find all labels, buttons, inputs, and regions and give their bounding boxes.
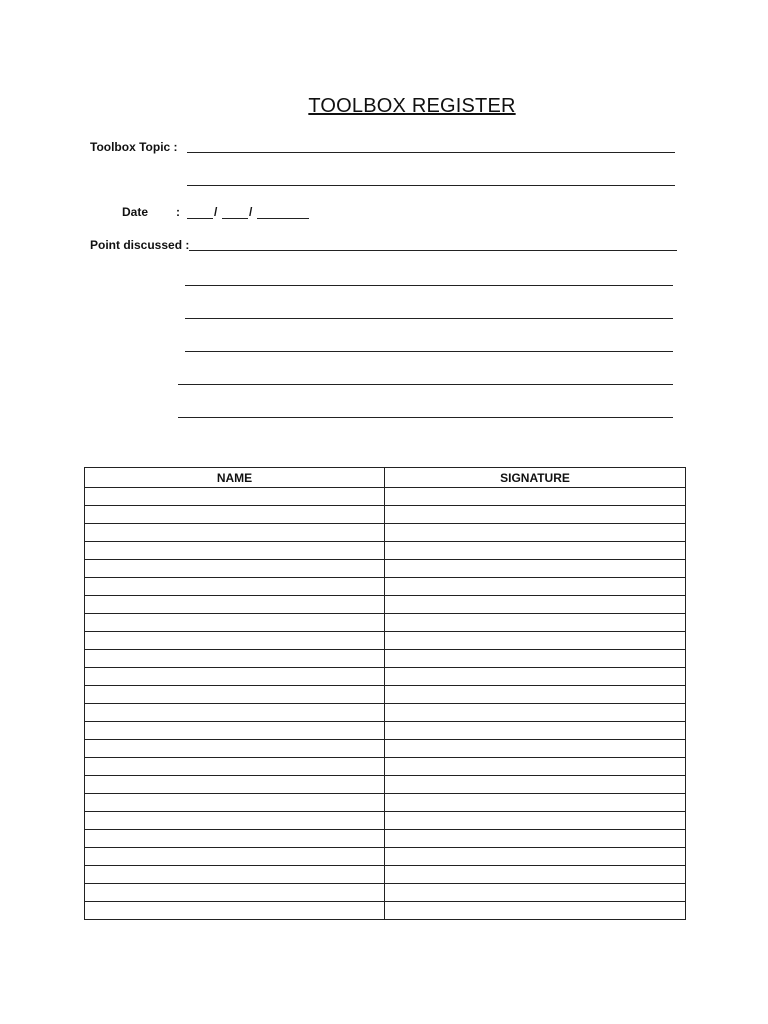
- point-discussed-line-2[interactable]: [185, 285, 673, 286]
- signature-cell[interactable]: [385, 668, 686, 686]
- name-cell[interactable]: [85, 704, 385, 722]
- name-cell[interactable]: [85, 740, 385, 758]
- name-cell[interactable]: [85, 650, 385, 668]
- name-cell[interactable]: [85, 614, 385, 632]
- signature-cell[interactable]: [385, 902, 686, 920]
- table-row: [85, 506, 686, 524]
- table-row: [85, 884, 686, 902]
- toolbox-topic-line-1[interactable]: [187, 152, 675, 153]
- name-cell[interactable]: [85, 668, 385, 686]
- table-row: [85, 596, 686, 614]
- date-year-line[interactable]: [257, 218, 309, 219]
- date-colon: :: [176, 205, 180, 219]
- table-row: [85, 488, 686, 506]
- table-row: [85, 686, 686, 704]
- signature-column-header: SIGNATURE: [385, 468, 686, 488]
- signature-cell[interactable]: [385, 866, 686, 884]
- signature-cell[interactable]: [385, 758, 686, 776]
- signature-cell[interactable]: [385, 830, 686, 848]
- signature-cell[interactable]: [385, 686, 686, 704]
- date-label: Date: [122, 205, 149, 219]
- signature-cell[interactable]: [385, 560, 686, 578]
- name-cell[interactable]: [85, 506, 385, 524]
- name-cell[interactable]: [85, 812, 385, 830]
- table-row: [85, 668, 686, 686]
- table-row: [85, 542, 686, 560]
- name-cell[interactable]: [85, 794, 385, 812]
- table-row: [85, 614, 686, 632]
- signature-cell[interactable]: [385, 632, 686, 650]
- name-cell[interactable]: [85, 758, 385, 776]
- signature-cell[interactable]: [385, 704, 686, 722]
- name-cell[interactable]: [85, 776, 385, 794]
- name-cell[interactable]: [85, 560, 385, 578]
- name-cell[interactable]: [85, 830, 385, 848]
- signature-cell[interactable]: [385, 848, 686, 866]
- name-cell[interactable]: [85, 902, 385, 920]
- table-row: [85, 758, 686, 776]
- date-day-line[interactable]: [187, 218, 213, 219]
- name-cell[interactable]: [85, 542, 385, 560]
- table-row: [85, 650, 686, 668]
- name-cell[interactable]: [85, 848, 385, 866]
- table-row: [85, 776, 686, 794]
- date-month-line[interactable]: [222, 218, 248, 219]
- name-column-header: NAME: [85, 468, 385, 488]
- toolbox-topic-line-2[interactable]: [187, 185, 675, 186]
- point-discussed-line-5[interactable]: [178, 384, 673, 385]
- name-cell[interactable]: [85, 524, 385, 542]
- table-row: [85, 740, 686, 758]
- name-cell[interactable]: [85, 866, 385, 884]
- point-discussed-label: Point discussed :: [90, 238, 190, 252]
- point-discussed-line-6[interactable]: [178, 417, 673, 418]
- table-row: [85, 794, 686, 812]
- table-row: [85, 524, 686, 542]
- date-slash-1: /: [214, 205, 218, 219]
- signature-cell[interactable]: [385, 488, 686, 506]
- name-cell[interactable]: [85, 596, 385, 614]
- signature-cell[interactable]: [385, 722, 686, 740]
- name-cell[interactable]: [85, 884, 385, 902]
- date-slash-2: /: [249, 205, 253, 219]
- name-cell[interactable]: [85, 722, 385, 740]
- signature-cell[interactable]: [385, 506, 686, 524]
- signature-cell[interactable]: [385, 542, 686, 560]
- point-discussed-line-1[interactable]: [189, 250, 677, 251]
- signature-cell[interactable]: [385, 812, 686, 830]
- name-cell[interactable]: [85, 488, 385, 506]
- signature-cell[interactable]: [385, 614, 686, 632]
- table-row: [85, 812, 686, 830]
- table-row: [85, 560, 686, 578]
- table-row: [85, 632, 686, 650]
- name-cell[interactable]: [85, 632, 385, 650]
- table-row: [85, 902, 686, 920]
- attendance-table: [84, 467, 686, 920]
- table-row: [85, 704, 686, 722]
- table-row: [85, 848, 686, 866]
- table-row: [85, 578, 686, 596]
- table-body: [85, 488, 686, 920]
- signature-cell[interactable]: [385, 740, 686, 758]
- toolbox-topic-label: Toolbox Topic :: [90, 140, 178, 154]
- signature-cell[interactable]: [385, 794, 686, 812]
- name-cell[interactable]: [85, 578, 385, 596]
- point-discussed-line-4[interactable]: [185, 351, 673, 352]
- page-title: TOOLBOX REGISTER: [308, 95, 516, 117]
- table-row: [85, 722, 686, 740]
- signature-cell[interactable]: [385, 776, 686, 794]
- table-header-row: [85, 468, 686, 488]
- signature-cell[interactable]: [385, 578, 686, 596]
- signature-cell[interactable]: [385, 884, 686, 902]
- signature-cell[interactable]: [385, 524, 686, 542]
- signature-cell[interactable]: [385, 596, 686, 614]
- table-row: [85, 866, 686, 884]
- table-row: [85, 830, 686, 848]
- point-discussed-line-3[interactable]: [185, 318, 673, 319]
- name-cell[interactable]: [85, 686, 385, 704]
- signature-cell[interactable]: [385, 650, 686, 668]
